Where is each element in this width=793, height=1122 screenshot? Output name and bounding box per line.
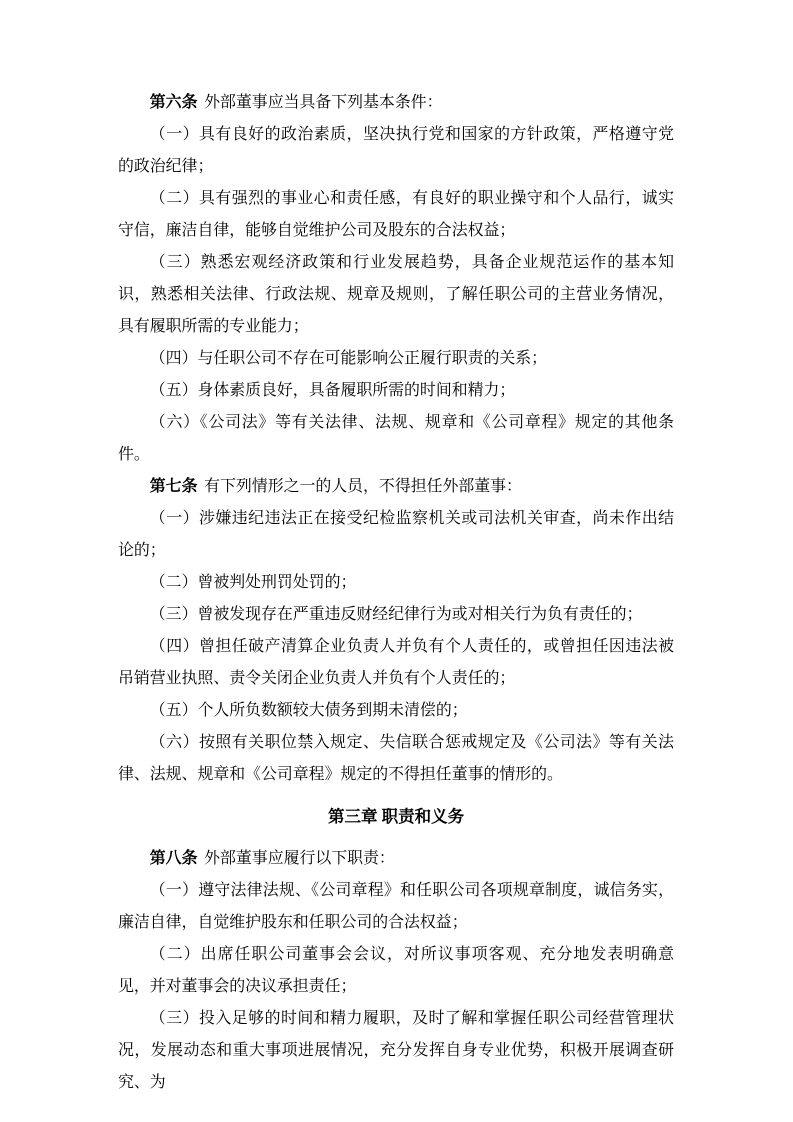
paragraph: （五）身体素质良好，具备履职所需的时间和精力；	[149, 382, 516, 399]
article-number: 第七条	[149, 478, 198, 495]
article-text: 外部董事应履行以下职责：	[204, 850, 395, 867]
paragraph: （一）具有良好的政治素质，坚决执行党和国家的方针政策，严格遵守党的政治纪律；	[118, 126, 674, 175]
paragraph-article	[118, 471, 674, 503]
paragraph: （四）曾担任破产清算企业负责人并负有个人责任的，或曾担任因违法被吊销营业执照、责令关闭企业负责人并负有个人责任的；	[118, 638, 674, 687]
paragraph: （六）按照有关职位禁入规定、失信联合惩戒规定及《公司法》等有关法律、法规、规章和《公司章程》规定的不得担任董事的情形的。	[118, 734, 674, 783]
paragraph: （五）个人所负数额较大债务到期未清偿的；	[149, 702, 468, 719]
paragraph: （二）出席任职公司董事会会议，对所议事项客观、充分地发表明确意见，并对董事会的决议承担责任；	[118, 946, 674, 995]
paragraph: （三）曾被发现存在严重违反财经纪律行为或对相关行为负有责任的；	[149, 606, 643, 623]
chapter-heading: 第三章 职责和义务	[327, 807, 465, 826]
paragraph: （六）《公司法》等有关法律、法规、规章和《公司章程》规定的其他条件。	[118, 414, 674, 463]
paragraph: （四）与任职公司不存在可能影响公正履行职责的关系；	[149, 350, 548, 367]
article-text: 外部董事应当具备下列基本条件：	[204, 94, 443, 111]
paragraph: （二）曾被判处刑罚处罚的；	[149, 574, 357, 591]
paragraph: （一）遵守法律法规、《公司章程》和任职公司各项规章制度，诚信务实，廉洁自律，自觉维护股东和任职公司的合法权益；	[118, 882, 674, 931]
document-page	[118, 87, 674, 1099]
document-body	[118, 87, 674, 1099]
paragraph: （二）具有强烈的事业心和责任感，有良好的职业操守和个人品行，诚实守信，廉洁自律，能够自觉维护公司及股东的合法权益；	[118, 190, 674, 239]
article-number: 第六条	[149, 94, 198, 111]
paragraph-article	[118, 87, 674, 119]
paragraph-article	[118, 843, 674, 875]
article-text: 有下列情形之一的人员，不得担任外部董事：	[204, 478, 522, 495]
paragraph: （一）涉嫌违纪违法正在接受纪检监察机关或司法机关审查，尚未作出结论的；	[118, 510, 674, 559]
paragraph: （三）熟悉宏观经济政策和行业发展趋势，具备企业规范运作的基本知识，熟悉相关法律、行政法规、规章及规则，了解任职公司的主营业务情况，具有履职所需的专业能力；	[118, 254, 674, 335]
article-number: 第八条	[149, 850, 198, 867]
paragraph: （三）投入足够的时间和精力履职，及时了解和掌握任职公司经营管理状况，发展动态和重大事项进展情况，充分发挥自身专业优势，积极开展调查研究、为	[118, 1010, 674, 1091]
